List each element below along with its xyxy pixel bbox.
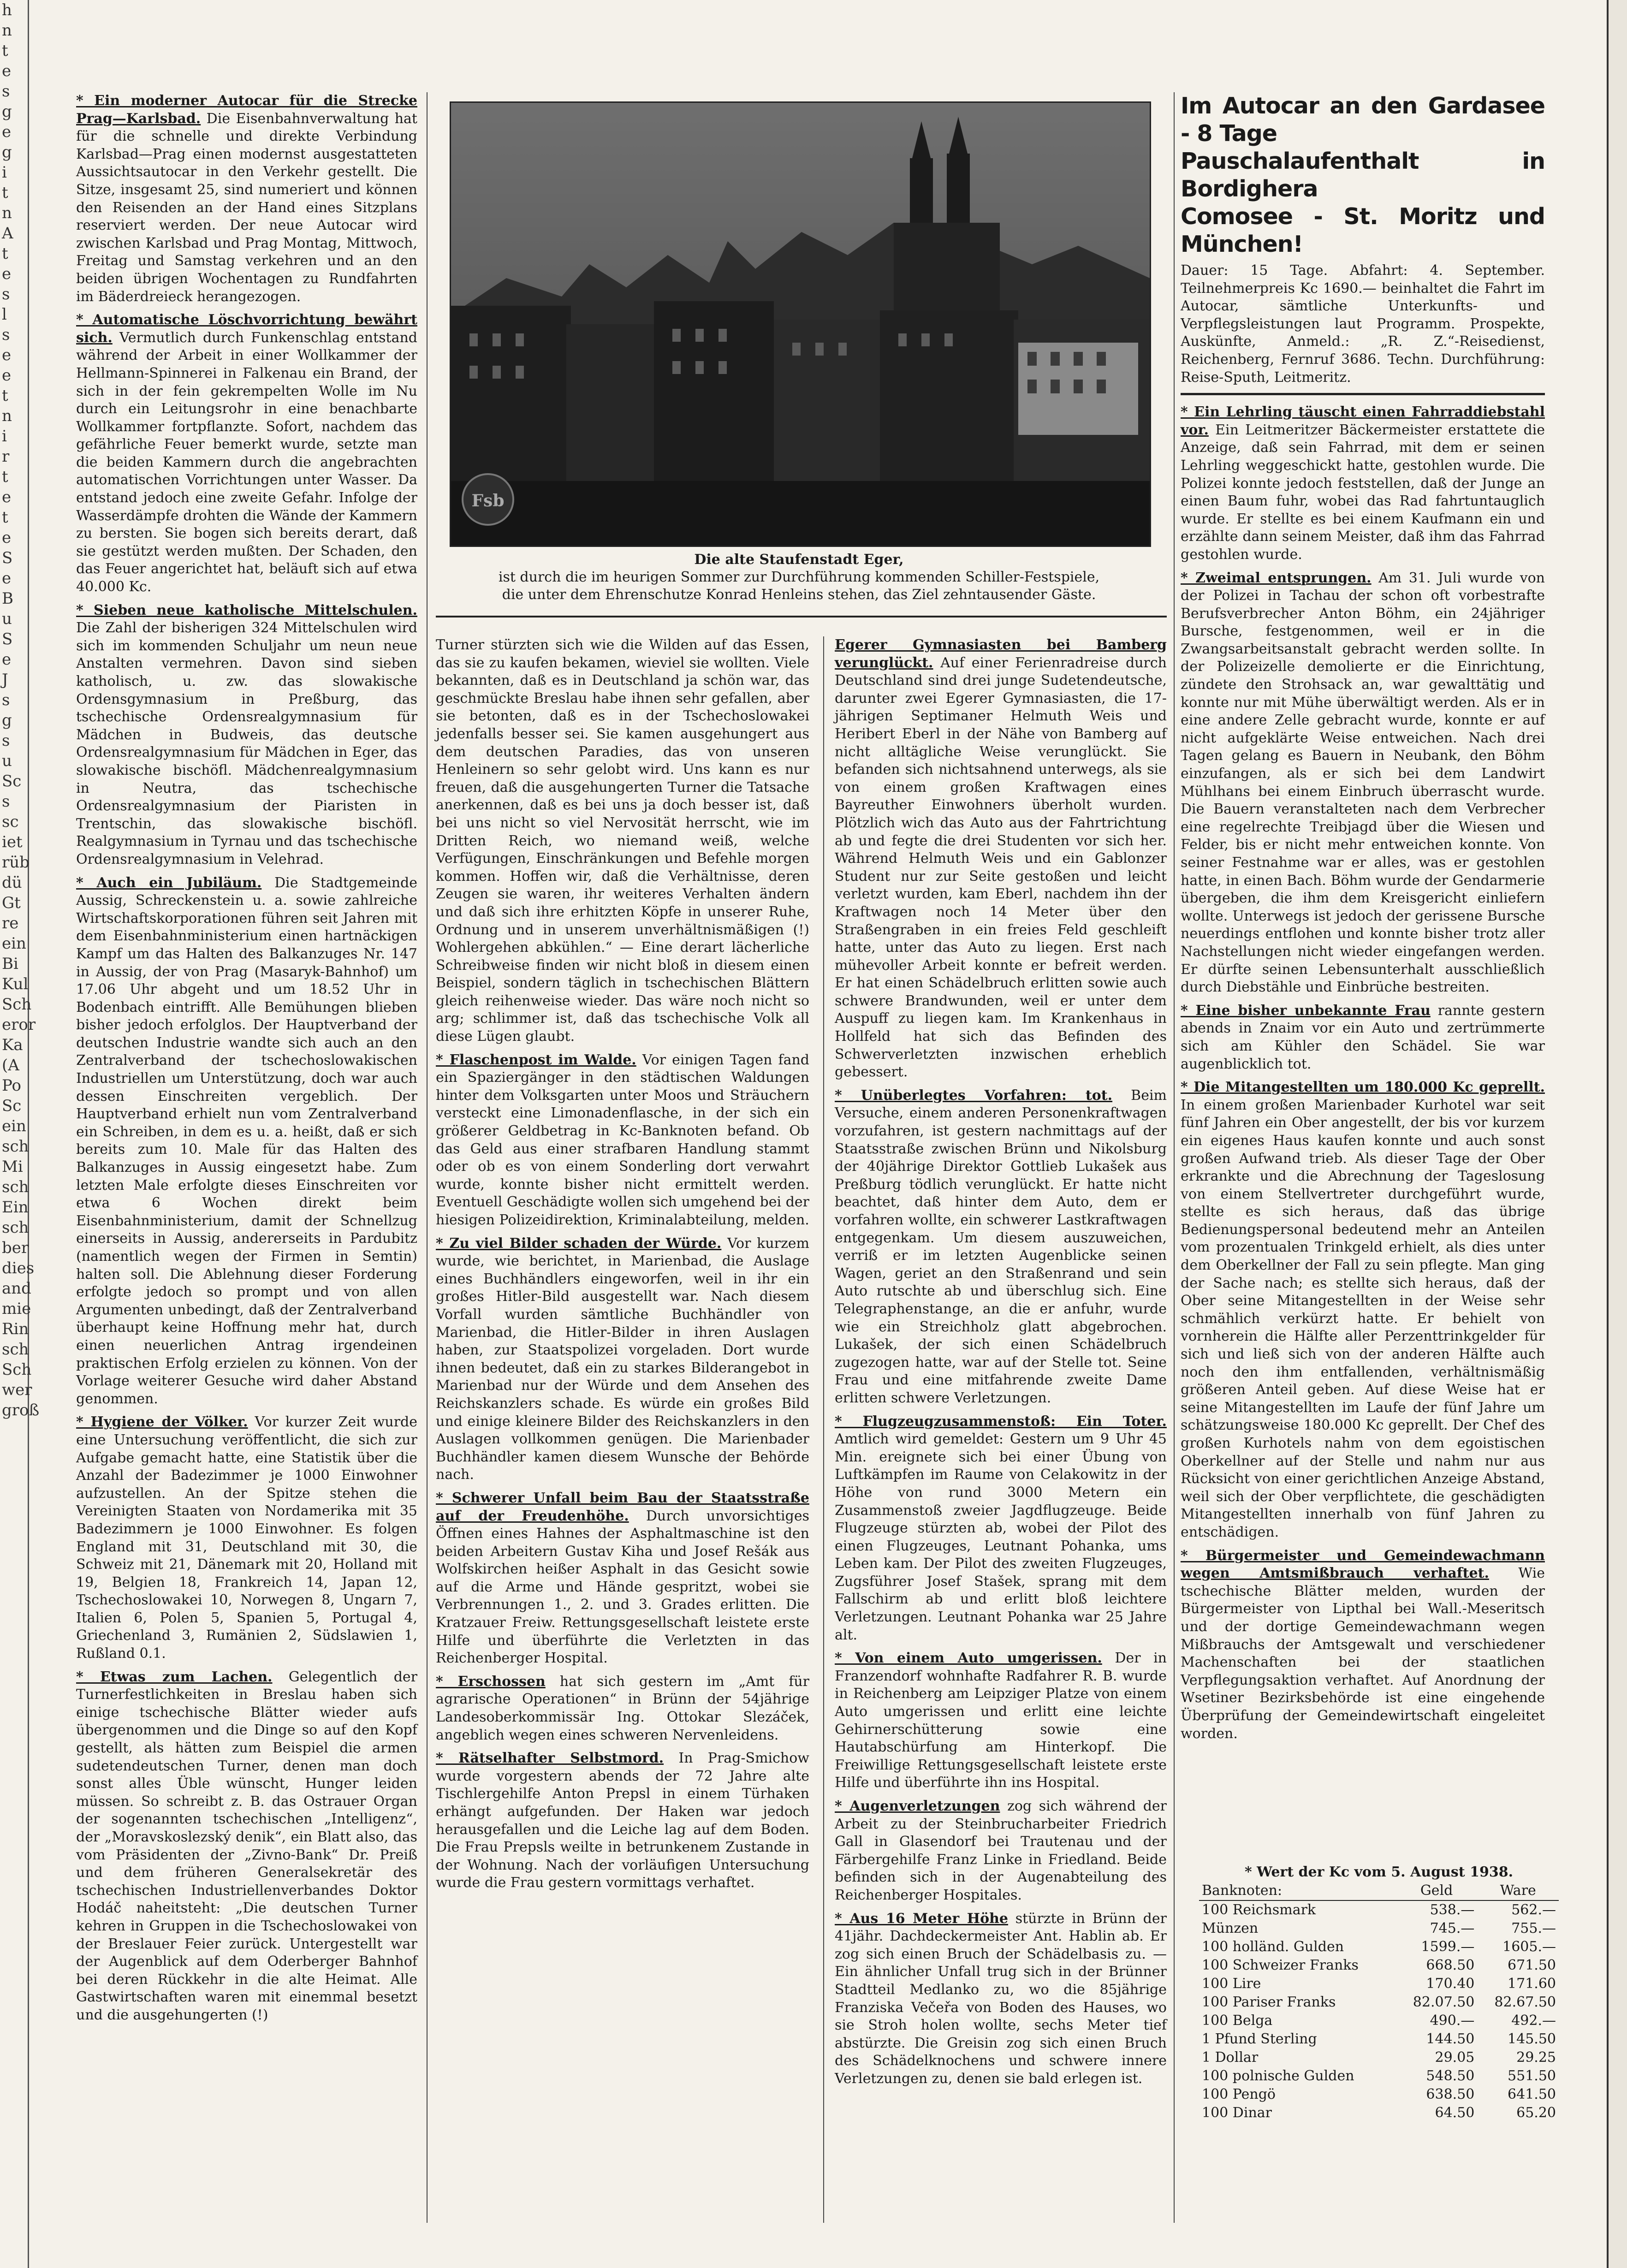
edge-fragment: sch [2, 1218, 29, 1237]
edge-fragment: ein [2, 1117, 26, 1135]
news-headline: * Erschossen [436, 1673, 546, 1690]
ad-text: Dauer: 15 Tage. Abfahrt: 4. September. Teilnehmerpreis Kc 1690.— beinhaltet die Fahrt im Autocar, sämtliche Unterkunfts- und Verpflegsleistungen laut Programm. Prospekte, Auskünfte, Anmeld.: „R. Z.“-Reisedienst, Reichenberg, Fernruf 3686. Techn. Durchführung: Reise-Sputh, Leitmeritz. [1181, 262, 1545, 386]
edge-fragment: e [2, 123, 12, 141]
edge-fragment: t [2, 468, 8, 486]
edge-fragment: Po [2, 1076, 21, 1095]
news-headline: * Die Mitangestellten um 180.000 Kc geprellt. [1181, 1079, 1545, 1096]
edge-fragment: s [2, 326, 10, 344]
news-headline: * Hygiene der Völker. [76, 1414, 248, 1431]
edge-fragment: dies [2, 1259, 35, 1277]
adjacent-page-edge [0, 0, 40, 2268]
rates-header-ware: Ware [1477, 1882, 1559, 1900]
edge-fragment: Ka [2, 1036, 23, 1054]
edge-fragment: e [2, 528, 12, 547]
rate-ware: 641.50 [1508, 2086, 1556, 2102]
news-headline: * Ein Lehrling täuscht einen Fahrraddiebstahl vor. [1181, 404, 1545, 438]
news-headline: * Unüberlegtes Vorfahren: tot. [835, 1087, 1113, 1104]
rate-row [1199, 2030, 1559, 2048]
edge-fragment: g [2, 711, 12, 730]
rates-table [1199, 1882, 1559, 2122]
edge-fragment: Kul [2, 975, 29, 993]
rate-currency: 100 Pengö [1202, 2086, 1276, 2102]
news-headline: * Etwas zum Lachen. [76, 1668, 273, 1685]
news-item [436, 1051, 809, 1229]
news-text: Vermutlich durch Funkenschlag entstand während der Arbeit in einer Wollkammer der Hellmann-Spinnerei in Falkenau ein Brand, der sich in der fein gekrempelten Wolle im Nu durch ein Leitungsrohr in eine benachbarte Wollkammer fortpflanzte. Sofort, nachdem das gefährliche Feuer bemerkt wurde, setzte man die beiden Kammern durch die angebrachten automatischen Vorrichtungen unter Wasser. Da entstand jedoch eine zweite Gefahr. Infolge der Wasserdämpfe drohten die Wände der Kammern zu bersten. Sie bogen sich bereits derart, daß sie gestützt werden mußten. Der Schaden, den das Feuer angerichtet hat, beläuft sich auf etwa 40.000 Kc. [76, 329, 417, 595]
news-item [1181, 1002, 1545, 1073]
ad-headline: Im Autocar an den Gardasee - 8 Tage [1181, 93, 1545, 147]
edge-fragment: e [2, 265, 12, 283]
edge-fragment: J [2, 671, 8, 689]
news-item [76, 311, 417, 596]
edge-fragment: Sc [2, 1097, 22, 1115]
rate-geld: 548.50 [1426, 2068, 1475, 2084]
edge-fragment: Mi [2, 1158, 23, 1176]
rates-header-geld: Geld [1396, 1882, 1478, 1900]
news-item [835, 1798, 1167, 1905]
edge-fragment: re [2, 914, 19, 932]
edge-fragment: dü [2, 873, 22, 892]
news-item [1181, 404, 1545, 564]
column-rule [823, 636, 824, 2223]
news-column-2 [436, 636, 809, 1898]
edge-fragment: Ein [2, 1198, 29, 1217]
rate-ware: 562.— [1511, 1902, 1556, 1918]
edge-fragment: sch [2, 1340, 29, 1359]
news-headline: * Ein moderner Autocar für die Strecke Prag—Karlsbad. [76, 93, 417, 127]
news-text: Wie tschechische Blätter melden, wurden der Bürgermeister von Lipthal bei Wall.-Meseritsch und der dortige Gemeindewachmann wegen Mißbrauchs der Amtsgewalt und verschiedener Machenschaften bei der staatlichen Verpflegungsaktion verhaftet. Auf Anordnung der Wsetiner Bezirksbehörde ist eine eingehende Überprüfung der Gemeindewirtschaft eingeleitet worden. [1181, 1565, 1545, 1742]
rate-ware: 29.25 [1516, 2049, 1556, 2066]
news-text: Durch unvorsichtiges Öffnen eines Hahnes der Asphaltmaschine ist den beiden Arbeitern Gustav Kiha und Josef Rešák aus Wolfskirchen heißer Asphalt in das Gesicht sowie auf die Arme und Hände gespritzt, wobei sie Verbrennungen 1., 2. und 3. Grades erlitten. Die Kratzauer Freiw. Rettungsgesellschaft leistete erste Hilfe und überführte die Verletzten in das Reichenberger Hospital. [436, 1508, 809, 1667]
edge-fragment: s [2, 731, 10, 750]
rate-ware: 492.— [1511, 2013, 1556, 2029]
news-headline: * Sieben neue katholische Mittelschulen. [76, 602, 417, 618]
edge-fragment: Bi [2, 955, 18, 973]
news-headline: * Aus 16 Meter Höhe [835, 1910, 1009, 1927]
rate-geld: 745.— [1430, 1920, 1475, 1936]
news-item [1181, 1547, 1545, 1743]
news-text: Die Zahl der bisherigen 324 Mittelschulen wird sich im kommenden Schuljahr um neun neue Anstalten vermehren. Davon sind sieben katholisch, u. zw. das slowakische Ordensgymnasium in Preßburg, das tschechische Ordensrealgymnasium für Mädchen in Budweis, das deutsche Ordensrealgymnasium für Mädchen in Eger, das slowakische bischöfl. Mädchenrealgymnasium in Neutra, das tschechische Ordensrealgymnasium der Piaristen in Trentschin, das slowakische bischöfl. Realgymnasium in Tyrnau und das tschechische Ordensrealgymnasium in Velehrad. [76, 620, 417, 867]
edge-fragment: mie [2, 1300, 31, 1318]
edge-fragment: S [2, 549, 13, 567]
news-item [76, 602, 417, 869]
rate-row [1199, 1975, 1559, 1993]
rate-currency: Münzen [1202, 1920, 1259, 1936]
rates-title: * Wert der Kc vom 5. August 1938. [1244, 1864, 1514, 1880]
rate-geld: 144.50 [1426, 2031, 1475, 2047]
rate-geld: 64.50 [1435, 2105, 1475, 2121]
edge-fragment: Gt [2, 894, 21, 912]
rate-row [1199, 1919, 1559, 1938]
caption-line: ist durch die im heurigen Sommer zur Durchführung kommenden Schiller-Festspiele, [498, 569, 1100, 585]
news-item [835, 1413, 1167, 1645]
rate-ware: 65.20 [1516, 2105, 1556, 2121]
news-text: Die Stadtgemeinde Aussig, Schreckenstein u. a. sowie zahlreiche Wirtschaftskorporationen führen seit Jahren mit dem Eisenbahnministerium einen hartnäckigen Kampf um das Halten des Balkanzuges Nr. 147 in Aussig, der von Prag (Masaryk-Bahnhof) um 17.06 Uhr abgeht und um 18.52 Uhr in Bodenbach eintrifft. Alle Bemühungen blieben bisher jedoch erfolglos. Der Hauptverband der deutschen Industrie wandte sich auch an den Zentralverband der tschechoslowakischen Industriellen um Unterstützung, doch war auch dessen Einschreiten vergeblich. Der Hauptverband erhielt nun vom Zentralverband ein Schreiben, in dem es u. a. heißt, daß er sich bereits zum 10. Male für das Halten des Balkanzuges in Aussig eingesetzt habe. Zum letzten Male erfolgte dieses Einschreiten vor etwa 6 Wochen direkt beim Eisenbahnministerium, damit der Schnellzug einerseits in Aussig, andererseits in Pardubitz (namentlich wegen der Firmen in Semtin) halten soll. Die Ablehnung dieser Forderung erfolgte jedoch so prompt und von allen Argumenten unbedingt, daß der Zentralverband überhaupt keine Hoffnung mehr hat, durch einen neuerlichen Antrag irgendeinen praktischen Erfolg erzielen zu können. Von der Vorlage weiterer Gesuche wird daher Abstand genommen. [76, 874, 417, 1407]
news-text: In einem großen Marienbader Kurhotel war seit fünf Jahren ein Ober angestellt, der bis vor kurzem ein eigenes Haus kaufen konnte und auch sonst großen Aufwand trieb. Als dieser Tage der Ober erkrankte und die Abrechnung der Tageslosung von einem Stellvertreter durchgeführt wurde, stellte es sich heraus, daß das übrige Bedienungspersonal bedeutend mehr an Anteilen vom prozentualen Trinkgeld erhielt, als dies unter dem Oberkellner der Fall zu sein pflegte. Man ging der Sache nach; es stellte sich heraus, daß der Ober seine Mitangestellten in der Weise sehr schmählich verkürzt hatte. Er behielt von vornherein die Hälfte aller Perzenttrinkgelder für sich und ließ sich von der anderen Hälfte auch noch den ihm entfallenden, verhältnismäßig größeren Anteil geben. Auf diese Weise hat er seine Mitangestellten im Laufe der fünf Jahre um schätzungsweise 180.000 Kc geprellt. Der Chef des großen Kurhotels nahm von dem egoistischen Oberkellner auf der Stelle und nahm nur aus Rücksicht von einer gerichtlichen Anzeige Abstand, weil sich der Ober verpflichtete, die geschädigten Mitangestellten innerhalb von fünf Jahren zu entschädigen. [1181, 1097, 1545, 1540]
news-column-3 [835, 636, 1167, 2094]
edge-fragment: Rin [2, 1320, 29, 1338]
edge-fragment: wer [2, 1381, 32, 1399]
rate-ware: 551.50 [1508, 2068, 1556, 2084]
edge-fragment: t [2, 244, 8, 263]
news-item [76, 92, 417, 306]
rate-currency: 1 Pfund Sterling [1202, 2031, 1317, 2047]
edge-fragment: n [2, 204, 12, 222]
news-headline: * Rätselhafter Selbstmord. [436, 1750, 664, 1767]
news-headline: * Bürgermeister und Gemeindewachmann wegen Amtsmißbrauch verhaftet. [1181, 1547, 1545, 1582]
ad-rule [1181, 393, 1545, 395]
news-text: Gelegentlich der Turnerfestlichkeiten in Breslau haben sich einige tschechische Blätter wieder aufs übergenommen und die Dinge so auf den Kopf gestellt, als hätten zum Beispiel die armen sudetendeutschen Turner, denen man doch sonst alles Üble wünscht, Hunger leiden müssen. So schreibt z. B. das Ostrauer Organ der sogenannten tschechischen „Intelligenz“, der „Moravskoslezský denik“, ein Blatt also, das vom Präsidenten der „Zivno-Bank“ Dr. Preiß und dem früheren Generalsekretär des tschechischen Industriellenverbandes Doktor Hodáč naheitsteht: „Die deutschen Turner kehren in Gruppen in die Tschechoslowakei von der Breslauer Feier zurück. Untergestellt war der Augenblick auf dem Oderberger Bahnhof bei deren Rückkehr in die alte Heimat. Alle Gastwirtschaften waren mit einemmal besetzt und die ausgehungerten (!) [76, 1668, 417, 2023]
news-headline: * Flaschenpost im Walde. [436, 1051, 636, 1068]
edge-fragment: Sc [2, 772, 22, 790]
rate-geld: 1599.— [1421, 1939, 1475, 1955]
column-rule [427, 92, 428, 2223]
rate-currency: 100 holländ. Gulden [1202, 1939, 1344, 1955]
edge-fragment: e [2, 346, 12, 364]
edge-fragment: groß [2, 1401, 40, 1419]
photo-eger [450, 101, 1151, 547]
news-item [76, 874, 417, 1408]
ad-headline: Comosee - St. Moritz und München! [1181, 203, 1545, 257]
photo-credit-mark: Fsb [471, 491, 505, 511]
news-text: Vor einigen Tagen fand ein Spaziergänger in den städtischen Waldungen hinter dem Volksgarten unter Moos und Sträuchern versteckt eine Limonadenflasche, in der sich ein größerer Geldbetrag in Kc-Banknoten befand. Ob das Geld aus einer strafbaren Handlung stammt oder ob es von einem Sonderling dort verwahrt wurde, konnte bisher nicht ermittelt werden. Eventuell Geschädigte wollen sich umgehend bei der hiesigen Polizeidirektion, Kriminalabteilung, melden. [436, 1051, 809, 1228]
edge-fragment: e [2, 650, 12, 669]
news-item [835, 636, 1167, 1081]
news-headline: * Automatische Löschvorrichtung bewährt sich. [76, 312, 417, 346]
news-headline: * Schwerer Unfall beim Bau der Staatsstraße auf der Freudenhöhe. [436, 1490, 809, 1524]
rate-geld: 170.40 [1426, 1976, 1475, 1992]
rate-ware: 671.50 [1508, 1957, 1556, 1973]
news-headline: * Flugzeugzusammenstoß: Ein Toter. [835, 1413, 1167, 1430]
news-item [436, 636, 809, 1046]
news-headline: * Eine bisher unbekannte Frau [1181, 1002, 1431, 1019]
edge-fragment: Sch [2, 995, 32, 1014]
rate-row [1199, 1956, 1559, 1975]
news-text: Beim Versuche, einem anderen Personenkraftwagen vorzufahren, ist gestern nachmittags auf der Staatsstraße zwischen Brünn und Nikolsburg der 40jährige Direktor Gottlieb Lukašek aus Preßburg tödlich verunglückt. Er hatte nicht beachtet, daß hinter dem Auto, dem er vorfahren wollte, ein schwerer Lastkraftwagen entgegenkam. Um diesem auszuweichen, verriß er im letzten Augenblicke seinen Wagen, geriet an den Straßenrand und sein Auto rutschte ab und überschlug sich. Eine Telegraphenstange, an die er anfuhr, wurde wie ein Streichholz glatt abgebrochen. Lukašek, der sich einen Schädelbruch zugezogen hatte, war auf der Stelle tot. Seine Frau und eine mitfahrende zweite Dame erlitten schwere Verletzungen. [835, 1087, 1167, 1406]
news-item [436, 1750, 809, 1892]
rate-currency: 100 Schweizer Franks [1202, 1957, 1359, 1973]
edge-fragment: e [2, 366, 12, 385]
edge-fragment: n [2, 21, 12, 40]
rate-geld: 538.— [1430, 1902, 1475, 1918]
news-text: Vor kurzer Zeit wurde eine Untersuchung veröffentlicht, die sich zur Aufgabe gemacht hatte, eine Statistik über die Anzahl der Badezimmer je 1000 Einwohner aufzustellen. An der Spitze stehen die Vereinigten Staaten von Nordamerika mit 35 Badezimmern je 1000 Einwohner. Es folgen England mit 31, Deutschland mit 30, die Schweiz mit 21, Dänemark mit 20, Holland mit 19, Belgien 18, Frankreich 14, Japan 12, Tschechoslowakei 10, Norwegen 8, Ungarn 7, Italien 6, Polen 5, Spanien 5, Portugal 4, Griechenland 3, Rumänien 2, Südslawien 1, Rußland 0.1. [76, 1414, 417, 1662]
edge-fragment: sc [2, 813, 19, 831]
news-headline: * Augenverletzungen [835, 1798, 1000, 1814]
edge-fragment: u [2, 610, 12, 628]
rate-geld: 490.— [1430, 2013, 1475, 2029]
news-text: hat sich gestern im „Amt für agrarische Operationen“ in Brünn der 54jährige Landesoberkommissär Ing. Ottokar Slezáček, angeblich wegen eines schweren Nervenleidens. [436, 1673, 809, 1743]
rate-currency: 100 Dinar [1202, 2105, 1272, 2121]
edge-fragment: rüb [2, 853, 30, 872]
rate-row [1199, 2085, 1559, 2104]
rate-geld: 29.05 [1435, 2049, 1475, 2066]
edge-fragment: i [2, 163, 7, 182]
edge-fragment: g [2, 102, 12, 121]
eger-cityscape-photo [451, 103, 1150, 546]
edge-fragment: e [2, 569, 12, 588]
edge-fragment: t [2, 508, 8, 527]
rates-header-row [1199, 1882, 1559, 1900]
edge-fragment: u [2, 752, 12, 770]
news-text: Die Eisenbahnverwaltung hat für die schnelle und direkte Verbindung Karlsbad—Prag einen modernst ausgestatteten Aussichtsautocar in den Verkehr gestellt. Die Sitze, insgesamt 25, sind numeriert und können den Reisenden an der Hand eines Sitzplans reserviert werden. Der neue Autocar wird zwischen Karlsbad und Prag Montag, Mittwoch, Freitag und Samstag verkehren und an den beiden übrigen Wochentagen zu Rundfahrten im Bäderdreieck herangezogen. [76, 110, 417, 305]
rate-currency: 100 polnische Gulden [1202, 2068, 1354, 2084]
rate-currency: 100 Lire [1202, 1976, 1261, 1992]
edge-fragment: ber [2, 1239, 29, 1257]
news-headline: * Von einem Auto umgerissen. [835, 1650, 1102, 1667]
column-4-articles [1181, 404, 1545, 1743]
news-item [76, 1668, 417, 2025]
edge-fragment: s [2, 82, 10, 101]
rate-ware: 755.— [1511, 1920, 1556, 1936]
edge-fragment: and [2, 1279, 31, 1298]
rate-geld: 82.07.50 [1413, 1994, 1475, 2010]
news-item [1181, 1079, 1545, 1541]
news-text: Auf einer Ferienradreise durch Deutschland sind drei junge Sudetendeutsche, darunter zwei Egerer Gymnasiasten, die 17-jährigen Septimaner Helmuth Weis und Heribert Eberl in der Nähe von Bamberg auf nicht alltägliche Weise verunglückt. Sie befanden sich nichtsahnend unterwegs, als sie von einem großen Kraftwagen eines Bayreuther Einwohners überholt wurden. Plötzlich wich das Auto aus der Fahrtrichtung ab und fegte die drei Studenten vor sich her. Während Helmuth Weis und ein Gablonzer Student nur zur Seite gestoßen und leicht verletzt wurden, kam Eberl, nachdem ihn der Kraftwagen noch 14 Meter über den Straßengraben in ein freies Feld geschleift hatte, unter das Auto zu liegen. Erst nach mühevoller Arbeit konnte er befreit werden. Er hat einen Schädelbruch erlitten sowie auch schwere Brandwunden, weil er unter dem Auspuff zu liegen kam. Im Krankenhaus in Hollfeld hat sich das Befinden des Schwerverletzten inzwischen erheblich gebessert. [835, 654, 1167, 1081]
edge-fragment: i [2, 427, 7, 445]
rate-row [1199, 1900, 1559, 1919]
edge-fragment: e [2, 62, 12, 80]
news-text: Am 31. Juli wurde von der Polizei in Tachau der schon oft vorbestrafte Berufsverbrecher Anton Böhm, ein 24jähriger Bursche, festgenommen, weil er in die Zwangsarbeitsanstalt gebracht werden sollte. In der Polizeizelle demolierte er die Einrichtung, zündete den Strohsack an, war gewalttätig und konnte nur mit Mühe überwältigt werden. Als er in eine andere Zelle gebracht wurde, konnte er auf nicht aufgeklärte Weise entweichen. Nach drei Tagen gelang es Bauern in Neubank, den Böhm einzufangen, als er sich bei dem Landwirt Mühlhans bei einem Einbruch überrascht wurde. Die Bauern veranstalteten nach dem Verbrecher eine regelrechte Treibjagd über die Wiesen und Felder, bis er nicht mehr entweichen konnte. Von seiner Festnahme war er alles, was er gestohlen hatte, in einen Bach. Böhm wurde der Gendarmerie übergeben, die ihm dem Kreisgericht einliefern wollte. Unterwegs ist jedoch der gerissene Bursche neuerdings entflohen und konnte bisher trotz aller Nachstellungen nicht wieder eingefangen werden. Er dürfte seinen Lebensunterhalt ausschließlich durch Diebstähle und Einbrüche bestreiten. [1181, 570, 1545, 996]
news-column-4 [1181, 92, 1545, 1748]
edge-fragment: g [2, 143, 12, 161]
news-text: rannte gestern abends in Znaim vor ein Auto und zertrümmerte sich am Kühler den Schädel. Sie war augenblicklich tot. [1181, 1002, 1545, 1072]
edge-fragment: e [2, 488, 12, 506]
travel-ad [1181, 92, 1545, 258]
rate-geld: 668.50 [1426, 1957, 1475, 1973]
news-headline: Egerer Gymnasiasten bei Bamberg verunglückt. [835, 637, 1167, 671]
rate-row [1199, 2012, 1559, 2030]
rate-ware: 171.60 [1508, 1976, 1556, 1992]
rate-currency: 100 Reichsmark [1202, 1902, 1316, 1918]
edge-fragment: n [2, 407, 12, 425]
edge-fragment: sch [2, 1178, 29, 1196]
news-text: Der in Franzendorf wohnhafte Radfahrer R. B. wurde in Reichenberg am Leipziger Platze von einem Auto umgerissen und erlitt eine leichte Gehirnerschütterung sowie eine Hautabschürfung am Hinterkopf. Die Freiwillige Rettungsgesellschaft leistete erste Hilfe und überführte ihn ins Hospital. [835, 1650, 1167, 1791]
news-item [436, 1235, 809, 1484]
photo-caption [450, 551, 1148, 604]
edge-fragment: s [2, 792, 10, 811]
rate-row [1199, 1938, 1559, 1956]
news-text: stürzte in Brünn der 41jähr. Dachdeckermeister Ant. Hablin ab. Er zog sich einen Bruch der Schädelbasis zu. — Ein ähnlicher Unfall trug sich in der Brünner Stadtteil Medlanko zu, wo die 85jährige Franziska Večeřa von Boden des Hauses, wo sie Stroh holen wollte, sechs Meter tief abstürzte. Die Greisin zog sich einen Bruch des Schädelknochens und schwere innere Verletzungen zu, denen sie bald erlegen ist. [835, 1910, 1167, 2087]
rates-header-label: Banknoten: [1199, 1882, 1396, 1900]
news-item [436, 1490, 809, 1668]
edge-fragment: ein [2, 934, 26, 953]
rate-row [1199, 2067, 1559, 2085]
edge-fragment: S [2, 630, 13, 648]
news-item [436, 1673, 809, 1744]
caption-title: Die alte Staufenstadt Eger, [694, 552, 904, 568]
edge-fragment: B [2, 589, 13, 608]
rate-row [1199, 2104, 1559, 2122]
rate-geld: 638.50 [1426, 2086, 1475, 2102]
exchange-rates-table [1199, 1863, 1559, 2122]
news-text: Turner stürzten sich wie die Wilden auf das Essen, das sie zu kaufen bekamen, wieviel sie wollten. Viele bekannten, daß es in Deutschland ja schön war, das geschmückte Breslau habe ihnen sehr gefallen, aber sie betonten, daß es in der Tschechoslowakei jedenfalls besser sei. Sie kamen ausgehungert aus dem deutschen Paradies, das von unseren Henleinern so sehr gelobt wird. Uns kann es nur freuen, daß die ausgehungerten Turner die Tatsache anerkennen, daß es bei uns ja doch besser ist, daß bei uns nicht so viel Nervosität herrscht, wie im Dritten Reich, wo niemand weiß, welche Verfügungen, Einschränkungen und Befehle morgen kommen. Hoffen wir, daß die Verhältnisse, deren Zeugen sie waren, ihr weiteres Verhalten ändern und daß sich ihre erhitzten Köpfe in unserer Ruhe, Ordnung und in unserem unverhältnismäßigen (!) Wohlergehen abkühlen.“ — Eine derart lächerliche Schreibweise finden wir nicht bloß in diesem einen Beispiel, sondern täglich in tschechischen Blättern gleich reihenweise wieder. Das wäre noch nicht so arg; schlimmer ist, daß das tschechische Volk all diese Lügen glaubt. [436, 637, 809, 1045]
rate-ware: 82.67.50 [1494, 1994, 1556, 2010]
edge-fragment: t [2, 42, 8, 60]
edge-fragment: r [2, 447, 10, 466]
edge-fragment: eror [2, 1015, 36, 1034]
rate-row [1199, 1993, 1559, 2012]
edge-fragment: l [2, 305, 7, 324]
rate-currency: 100 Pariser Franks [1202, 1994, 1336, 2010]
caption-line: die unter dem Ehrenschutze Konrad Henleins stehen, das Ziel zehntausender Gäste. [502, 587, 1096, 603]
edge-fragment: Sch [2, 1360, 32, 1379]
edge-fragment: iet [2, 833, 23, 851]
news-text: zog sich während der Arbeit zu der Steinbrucharbeiter Friedrich Gall in Glasendorf bei Trautenau und der Färbergehilfe Franz Linke in Friedland. Beide befinden sich in der Augenabteilung des Reichenberger Hospitales. [835, 1798, 1167, 1903]
edge-fragment: A [2, 224, 13, 243]
news-text: In Prag-Smichow wurde vorgestern abends der 72 Jahre alte Tischlergehilfe Anton Prepsl in einem Türhaken erhängt aufgefunden. Der Haken war jedoch herausgefallen und die Leiche lag auf dem Boden. Die Frau Prepsls weilte in betrunkenem Zustande in der Wohnung. Nach der vorläufigen Untersuchung wurde die Frau gestern vormittags verhaftet. [436, 1750, 809, 1891]
news-text: Vor kurzem wurde, wie berichtet, in Marienbad, die Auslage eines Buchhändlers eingeworfen, weil in ihr ein großes Hitler-Bild ausgestellt war. Nach diesem Vorfall wurden sämtliche Buchhändler von Marienbad, die Hitler-Bilder in ihren Auslagen haben, zur Staatspolizei vorgeladen. Dort wurde ihnen bedeutet, daß ein zu starkes Bilderangebot in Marienbad nur der Würde und dem Ansehen des Reichskanzlers schade. Es würde ein großes Bild und einige kleinere Bilder des Reichskanzlers in den Auslagen vollkommen genügen. Die Marienbader Buchhändler kamen diesem Wunsche der Behörde nach. [436, 1235, 809, 1483]
news-item [835, 1087, 1167, 1407]
ad-headline: Pauschalaufenthalt in Bordighera [1181, 148, 1545, 202]
page-edge-right [1607, 0, 1627, 2268]
rate-row [1199, 2048, 1559, 2067]
edge-fragment: s [2, 285, 10, 303]
edge-fragment: t [2, 386, 8, 405]
edge-fragment: s [2, 691, 10, 709]
news-headline: * Auch ein Jubiläum. [76, 874, 262, 891]
news-column-1 [76, 92, 417, 2030]
news-item [76, 1413, 417, 1662]
rate-currency: 1 Dollar [1202, 2049, 1259, 2066]
news-headline: * Zweimal entsprungen. [1181, 570, 1372, 586]
news-headline: * Zu viel Bilder schaden der Würde. [436, 1235, 722, 1252]
rate-ware: 145.50 [1508, 2031, 1556, 2047]
rate-ware: 1605.— [1502, 1939, 1556, 1955]
news-text: Ein Leitmeritzer Bäckermeister erstattete die Anzeige, daß sein Fahrrad, mit dem er seinen Lehrling weggeschickt hatte, gestohlen wurde. Die Polizei konnte jedoch feststellen, daß der Junge an einen Baum fuhr, wobei das Rad fahrtuntauglich wurde. Er stellte es bei einem Kaufmann ein und erzählte dann seinem Meister, daß ihm das Fahrrad gestohlen wurde. [1181, 422, 1545, 563]
edge-fragment: sch [2, 1137, 29, 1156]
news-text: Amtlich wird gemeldet: Gestern um 9 Uhr 45 Min. ereignete sich bei einer Übung von Luftkämpfen im Raume von Celakowitz in der Höhe von rund 3000 Metern ein Zusammenstoß zweier Jagdflugzeuge. Beide Flugzeuge stürzten ab, wobei der Pilot des einen Flugzeuges, Leutnant Pohanka, ums Leben kam. Der Pilot des zweiten Flugzeuges, Zugsführer Josef Stašek, sprang mit dem Fallschirm ab und erlitt bloß leichtere Verletzungen. Leutnant Pohanka war 25 Jahre alt. [835, 1431, 1167, 1643]
rate-currency: 100 Belga [1202, 2013, 1273, 2029]
edge-fragment: h [2, 1, 12, 19]
column-rule [1174, 92, 1175, 2223]
edge-fragment: (A [2, 1056, 19, 1075]
news-item [1181, 570, 1545, 997]
news-item [835, 1910, 1167, 2088]
edge-fragment: t [2, 184, 8, 202]
news-item [835, 1650, 1167, 1792]
photo-bottom-rule [436, 616, 1167, 617]
